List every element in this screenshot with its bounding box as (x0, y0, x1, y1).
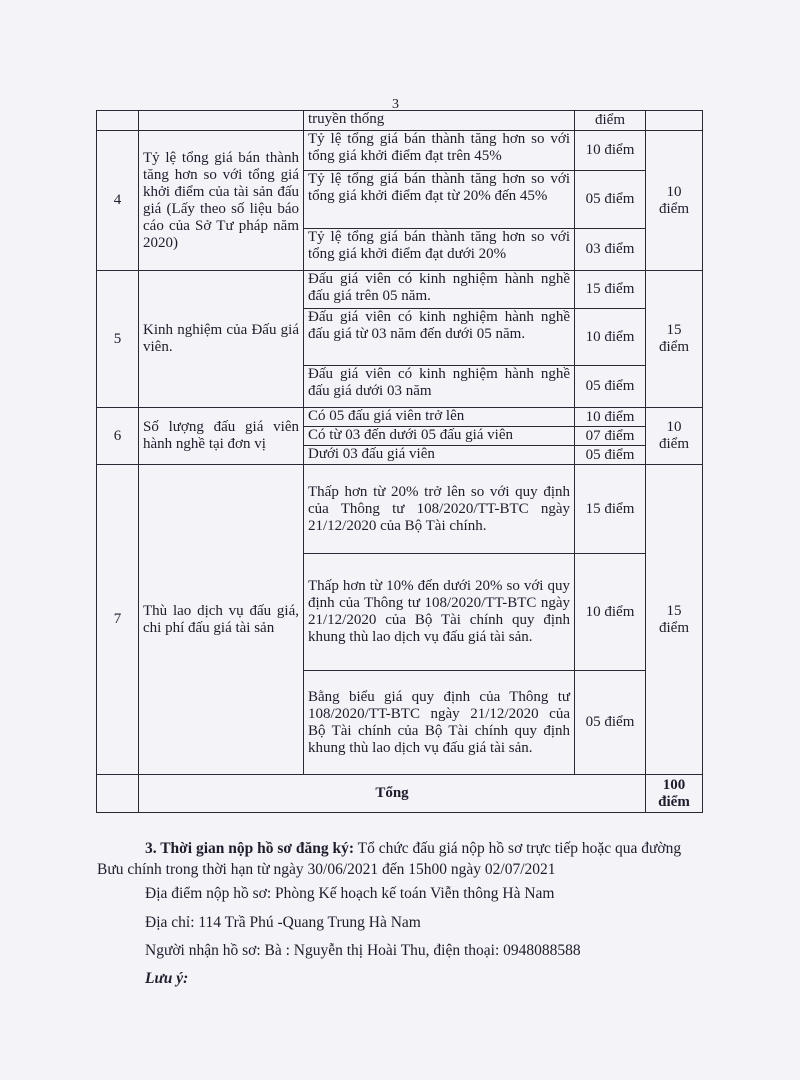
sub-desc: truyền thống (304, 111, 575, 131)
submission-receiver: Người nhận hồ sơ: Bà : Nguyễn thị Hoài Thu, điện thoại: 0948088588 (145, 942, 581, 959)
sub-desc: Có 05 đấu giá viên trở lên (304, 408, 575, 427)
sub-desc: Đấu giá viên có kinh nghiệm hành nghề đấu giá từ 03 năm đến dưới 05 năm. (304, 309, 575, 366)
sub-desc: Có từ 03 đến dưới 05 đấu giá viên (304, 427, 575, 446)
total-label: Tổng (139, 775, 646, 813)
criterion-text: Kinh nghiệm của Đấu giá viên. (139, 271, 304, 408)
sub-points: 10 điểm (575, 408, 646, 427)
total-row (97, 775, 703, 813)
table-row (97, 408, 703, 427)
sub-points: 03 điểm (575, 229, 646, 271)
page-number: 3 (392, 97, 399, 112)
sub-points: 07 điểm (575, 427, 646, 446)
max-points: 10 điểm (646, 408, 703, 465)
max-points: 15 điểm (646, 465, 703, 775)
section3-paragraph (97, 838, 703, 880)
note-label: Lưu ý: (145, 970, 189, 987)
table-row (97, 465, 703, 554)
submission-address: Địa chỉ: 114 Trầ Phú -Quang Trung Hà Nam (145, 914, 421, 931)
criterion-text: Thù lao dịch vụ đấu giá, chi phí đấu giá tài sản (139, 465, 304, 775)
sub-desc: Tỷ lệ tổng giá bán thành tăng hơn so với tổng giá khởi điểm đạt từ 20% đến 45% (304, 171, 575, 229)
row-number: 4 (97, 131, 139, 271)
row-number: 7 (97, 465, 139, 775)
sub-desc: Đấu giá viên có kinh nghiệm hành nghề đấu giá trên 05 năm. (304, 271, 575, 309)
sub-points: 10 điểm (575, 131, 646, 171)
sub-desc: Thấp hơn từ 10% đến dưới 20% so với quy định của Thông tư 108/2020/TT-BTC ngày 21/12/2020 của Bộ Tài chính quy định khung thù lao dịch vụ đấu giá tài sản. (304, 554, 575, 671)
sub-desc: Tỷ lệ tổng giá bán thành tăng hơn so với tổng giá khởi điểm đạt dưới 20% (304, 229, 575, 271)
sub-points: 05 điểm (575, 366, 646, 408)
section3-text: Tổ chức đấu giá nộp hồ sơ trực tiếp hoặc qua đường Bưu chính trong thời hạn từ ngày 30/06/2021 đến 15h00 ngày 02/07/2021 (97, 840, 682, 878)
criterion-text: Số lượng đấu giá viên hành nghề tại đơn vị (139, 408, 304, 465)
max-points: 10 điểm (646, 131, 703, 271)
sub-points: 05 điểm (575, 171, 646, 229)
sub-points: 15 điểm (575, 271, 646, 309)
row-number: 5 (97, 271, 139, 408)
criterion-text: Tỷ lệ tổng giá bán thành tăng hơn so với tổng giá khởi điểm của tài sản đấu giá (Lấy theo số liệu báo cáo của Sở Tư pháp năm 2020) (139, 131, 304, 271)
sub-desc: Thấp hơn từ 20% trở lên so với quy định của Thông tư 108/2020/TT-BTC ngày 21/12/2020 của Bộ Tài chính. (304, 465, 575, 554)
sub-points: 10 điểm (575, 554, 646, 671)
sub-points: 05 điểm (575, 446, 646, 465)
sub-desc: Bằng biểu giá quy định của Thông tư 108/2020/TT-BTC ngày 21/12/2020 của Bộ Tài chính của Bộ Tài chính quy định khung thù lao dịch vụ đấu giá tài sản. (304, 671, 575, 775)
total-value: 100 điểm (646, 775, 703, 813)
sub-points: 05 điểm (575, 671, 646, 775)
table-row (97, 111, 703, 131)
sub-desc: Đấu giá viên có kinh nghiệm hành nghề đấu giá dưới 03 năm (304, 366, 575, 408)
criteria-table (96, 110, 703, 813)
sub-desc: Tỷ lệ tổng giá bán thành tăng hơn so với tổng giá khởi điểm đạt trên 45% (304, 131, 575, 171)
sub-points: 10 điểm (575, 309, 646, 366)
max-points: 15 điểm (646, 271, 703, 408)
submission-location: Địa điểm nộp hồ sơ: Phòng Kế hoạch kế toán Viễn thông Hà Nam (145, 885, 555, 902)
sub-points: 15 điểm (575, 465, 646, 554)
sub-desc: Dưới 03 đấu giá viên (304, 446, 575, 465)
sub-points: điểm (575, 111, 646, 131)
section3-heading: 3. Thời gian nộp hồ sơ đăng ký: (145, 840, 354, 857)
table-row (97, 271, 703, 309)
table-row (97, 131, 703, 171)
row-number: 6 (97, 408, 139, 465)
